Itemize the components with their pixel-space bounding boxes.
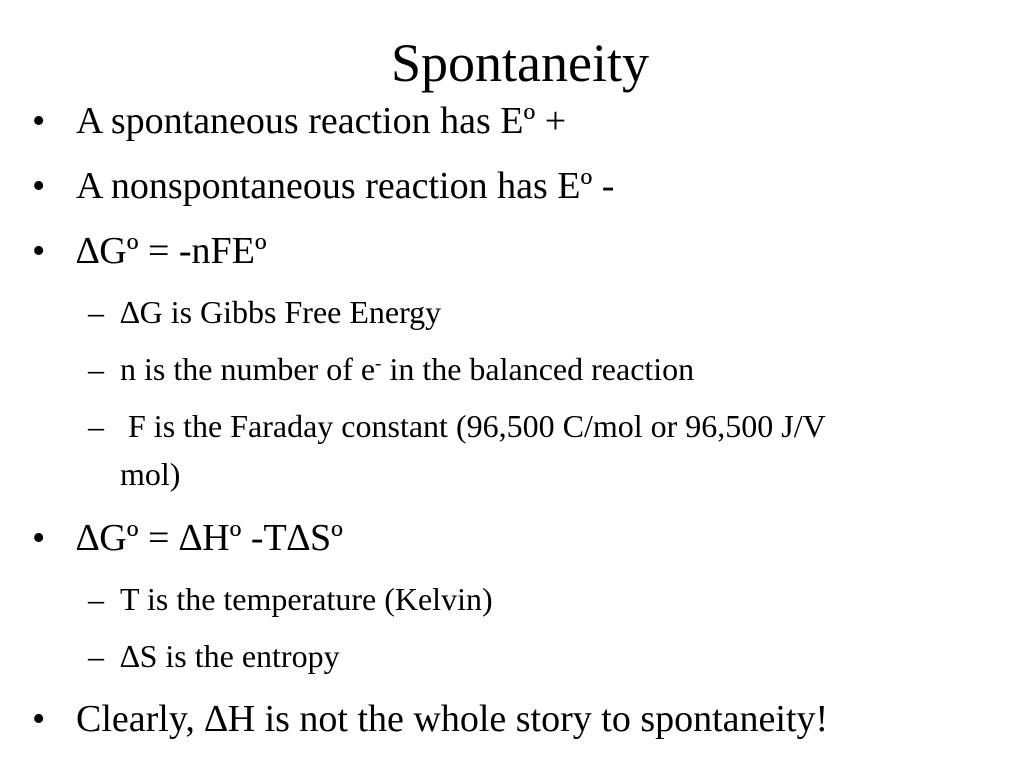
bullet-marker: • (32, 230, 46, 272)
sub-item-text: ∆G is Gibbs Free Energy (120, 294, 442, 330)
bullet-marker: • (32, 517, 46, 559)
sub-item-text-after: in the balanced reaction (381, 351, 695, 387)
sub-item-text-before: n is the number of e (120, 351, 376, 387)
bullet-marker: • (32, 165, 46, 207)
dash-marker: – (88, 294, 104, 330)
bullet-marker: • (32, 100, 46, 142)
electron-charge-superscript: - (375, 353, 382, 375)
dash-marker: – (88, 638, 104, 674)
slide-title: Spontaneity (391, 33, 649, 93)
sub-item-text: T is the temperature (Kelvin) (120, 581, 493, 617)
dash-marker: – (88, 581, 104, 617)
sub-item-text (120, 350, 694, 388)
equation-gibbs-enthalpy: ∆Gº = ∆Hº -T∆Sº (76, 517, 343, 559)
bullet-text: A nonspontaneous reaction has Eº - (76, 165, 615, 207)
bullet-text: A spontaneous reaction has Eº + (76, 100, 567, 142)
bullet-marker: • (32, 698, 46, 740)
sub-item-text: mol) (120, 456, 181, 492)
dash-marker: – (88, 351, 104, 387)
sub-item-text: ∆S is the entropy (120, 638, 340, 674)
dash-marker: – (88, 408, 104, 444)
equation-gibbs-cell: ∆Gº = -nFEº (76, 230, 267, 272)
sub-item-text: F is the Faraday constant (96,500 C/mol or 96,500 J/V (120, 408, 826, 444)
bullet-text: Clearly, ∆H is not the whole story to spontaneity! (76, 698, 829, 740)
